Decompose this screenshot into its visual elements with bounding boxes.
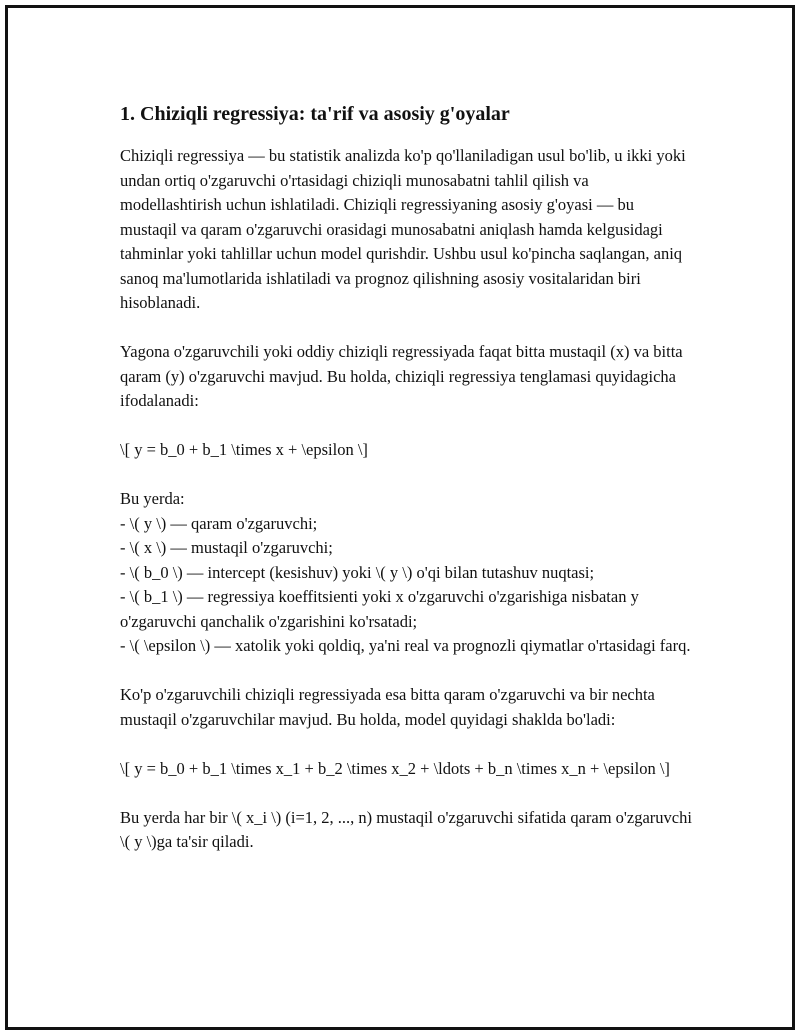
simple-regression-equation: \[ y = b_0 + b_1 \times x + \epsilon \] <box>120 440 368 459</box>
simple-regression-paragraph: Yagona o'zgaruvchili yoki oddiy chiziqli regressiyada faqat bitta mustaqil (x) va bitta qaram (y) o'zgaruvchi mavjud. Bu holda, chiziqli regressiya tenglamasi quyidagicha ifodalanadi: <box>120 342 683 410</box>
intro-paragraph: Chiziqli regressiya — bu statistik analizda ko'p qo'llaniladigan usul bo'lib, u ikki yoki undan ortiq o'zgaruvchi o'rtasidagi chiziqli munosabatni tahlil qilish va modellashtirish uchun ishlatiladi. Chiziqli regressiyaning asosiy g'oyasi — bu mustaqil va qaram o'zgaruvchi orasidagi munosabatni aniqlash hamda kelgusidagi tahminlar yoki tahlillar uchun model qurishdir. Ushbu usul ko'pincha saqlangan, aniq sanoq ma'lumotlarida ishlatiladi va prognoz qilishning asosiy vositalaridan biri hisoblanadi. <box>120 146 686 312</box>
multiple-regression-equation: \[ y = b_0 + b_1 \times x_1 + b_2 \times x_2 + \ldots + b_n \times x_n + \epsilon \] <box>120 758 670 778</box>
page-frame <box>5 5 795 1030</box>
variable-definitions-list: Bu yerda: - \( y \) — qaram o'zgaruvchi; - \( x \) — mustaqil o'zgaruvchi; - \( b_0 \) — intercept (kesishuv) yoki \( y \) o'qi bilan tutashuv nuqtasi; - \( b_1 \) — regressiya koeffitsienti yoki x o'zgaruvchi o'zgarishiga nisbatan y o'zgaruvchi qanchalik o'zgarishini ko'rsatadi; - \( \epsilon \) — xatolik yoki qoldiq, ya'ni real va prognozli qiymatlar o'rtasidagi farq. <box>120 489 691 655</box>
multiple-regression-paragraph: Ko'p o'zgaruvchili chiziqli regressiyada esa bitta qaram o'zgaruvchi va bir nechta mustaqil o'zgaruvchilar mavjud. Bu holda, model quyidagi shaklda bo'ladi: <box>120 685 655 729</box>
document-body <box>120 100 692 855</box>
section-heading: 1. Chiziqli regressiya: ta'rif va asosiy g'oyalar <box>120 103 510 125</box>
closing-paragraph: Bu yerda har bir \( x_i \) (i=1, 2, ..., n) mustaqil o'zgaruvchi sifatida qaram o'zgaruvchi \( y \)ga ta'sir qiladi. <box>120 807 692 851</box>
